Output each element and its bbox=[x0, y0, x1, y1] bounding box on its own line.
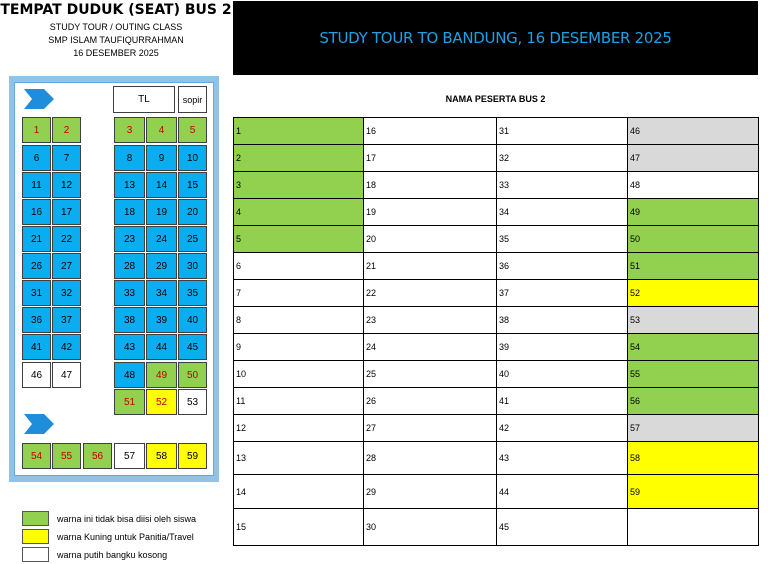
table-cell[interactable]: 15 bbox=[234, 509, 364, 546]
participant-table-title: NAMA PESERTA BUS 2 bbox=[445, 94, 546, 104]
seat-2[interactable]: 2 bbox=[52, 117, 81, 143]
table-cell[interactable]: 41 bbox=[497, 388, 628, 415]
table-row bbox=[234, 253, 759, 280]
table-cell[interactable]: 38 bbox=[497, 307, 628, 334]
table-cell[interactable]: 8 bbox=[234, 307, 364, 334]
table-row bbox=[234, 307, 759, 334]
table-row bbox=[234, 199, 759, 226]
table-cell[interactable]: 18 bbox=[364, 172, 497, 199]
seat-16[interactable]: 16 bbox=[22, 199, 51, 225]
seat-31[interactable]: 31 bbox=[22, 280, 51, 306]
table-cell[interactable]: 4 bbox=[234, 199, 364, 226]
seat-30[interactable]: 30 bbox=[178, 253, 207, 279]
seat-23[interactable]: 23 bbox=[114, 226, 145, 252]
seat-24[interactable]: 24 bbox=[146, 226, 177, 252]
seat-10[interactable]: 10 bbox=[178, 145, 207, 171]
seat-43[interactable]: 43 bbox=[114, 334, 145, 360]
table-cell[interactable]: 40 bbox=[497, 361, 628, 388]
table-row bbox=[234, 442, 759, 475]
seat-21[interactable]: 21 bbox=[22, 226, 51, 252]
table-cell[interactable]: 52 bbox=[628, 280, 759, 307]
participant-table bbox=[233, 117, 759, 546]
table-row bbox=[234, 334, 759, 361]
seat-33[interactable]: 33 bbox=[114, 280, 145, 306]
front-arrow-icon bbox=[24, 89, 54, 109]
table-row bbox=[234, 388, 759, 415]
seat-36[interactable]: 36 bbox=[22, 307, 51, 333]
seat-7[interactable]: 7 bbox=[52, 145, 81, 171]
table-cell[interactable]: 58 bbox=[628, 442, 759, 475]
table-row bbox=[234, 475, 759, 509]
seat-38[interactable]: 38 bbox=[114, 307, 145, 333]
seat-34[interactable]: 34 bbox=[146, 280, 177, 306]
table-cell[interactable]: 29 bbox=[364, 475, 497, 509]
table-cell[interactable]: 2 bbox=[234, 145, 364, 172]
table-cell[interactable]: 35 bbox=[497, 226, 628, 253]
seat-44[interactable]: 44 bbox=[146, 334, 177, 360]
table-cell[interactable]: 39 bbox=[497, 334, 628, 361]
table-cell[interactable]: 14 bbox=[234, 475, 364, 509]
table-cell[interactable]: 9 bbox=[234, 334, 364, 361]
table-cell[interactable]: 55 bbox=[628, 361, 759, 388]
seat-15[interactable]: 15 bbox=[178, 172, 207, 198]
table-cell[interactable]: 46 bbox=[628, 118, 759, 145]
seat-11[interactable]: 11 bbox=[22, 172, 51, 198]
table-row bbox=[234, 509, 759, 546]
seat-54[interactable]: 54 bbox=[22, 443, 51, 469]
table-cell[interactable]: 47 bbox=[628, 145, 759, 172]
seat-29[interactable]: 29 bbox=[146, 253, 177, 279]
table-cell[interactable]: 26 bbox=[364, 388, 497, 415]
seat-52[interactable]: 52 bbox=[146, 389, 177, 415]
seat-35[interactable]: 35 bbox=[178, 280, 207, 306]
table-cell[interactable]: 50 bbox=[628, 226, 759, 253]
seat-40[interactable]: 40 bbox=[178, 307, 207, 333]
seat-51[interactable]: 51 bbox=[114, 389, 145, 415]
table-row bbox=[234, 280, 759, 307]
table-cell[interactable]: 51 bbox=[628, 253, 759, 280]
seat-37[interactable]: 37 bbox=[52, 307, 81, 333]
legend-yellow-swatch bbox=[22, 529, 49, 544]
seat-41[interactable]: 41 bbox=[22, 334, 51, 360]
table-row bbox=[234, 361, 759, 388]
seat-28[interactable]: 28 bbox=[114, 253, 145, 279]
table-cell[interactable]: 19 bbox=[364, 199, 497, 226]
seat-47[interactable]: 47 bbox=[52, 362, 81, 388]
table-cell[interactable]: 36 bbox=[497, 253, 628, 280]
seat-50[interactable]: 50 bbox=[178, 362, 207, 388]
banner bbox=[233, 1, 758, 75]
page-title: TEMPAT DUDUK (SEAT) BUS 2 bbox=[0, 2, 232, 18]
table-cell[interactable]: 34 bbox=[497, 199, 628, 226]
table-cell[interactable]: 10 bbox=[234, 361, 364, 388]
subtitle-date: 16 DESEMBER 2025 bbox=[73, 48, 159, 58]
seat-19[interactable]: 19 bbox=[146, 199, 177, 225]
seat-32[interactable]: 32 bbox=[52, 280, 81, 306]
table-cell[interactable]: 21 bbox=[364, 253, 497, 280]
table-cell[interactable]: 37 bbox=[497, 280, 628, 307]
seat-17[interactable]: 17 bbox=[52, 199, 81, 225]
table-cell[interactable]: 30 bbox=[364, 509, 497, 546]
seat-12[interactable]: 12 bbox=[52, 172, 81, 198]
table-cell[interactable]: 48 bbox=[628, 172, 759, 199]
seat-25[interactable]: 25 bbox=[178, 226, 207, 252]
seat-59[interactable]: 59 bbox=[178, 443, 207, 469]
seat-39[interactable]: 39 bbox=[146, 307, 177, 333]
legend-green-text: warna ini tidak bisa diisi oleh siswa bbox=[57, 514, 197, 524]
table-cell[interactable]: 12 bbox=[234, 415, 364, 442]
table-row bbox=[234, 172, 759, 199]
table-row bbox=[234, 145, 759, 172]
table-cell[interactable]: 25 bbox=[364, 361, 497, 388]
legend-green-swatch bbox=[22, 511, 49, 526]
table-cell[interactable]: 56 bbox=[628, 388, 759, 415]
seat-55[interactable]: 55 bbox=[52, 443, 81, 469]
subtitle-school: SMP ISLAM TAUFIQURRAHMAN bbox=[48, 35, 184, 45]
seat-48[interactable]: 48 bbox=[114, 362, 145, 388]
table-cell[interactable]: 59 bbox=[628, 475, 759, 509]
seat-18[interactable]: 18 bbox=[114, 199, 145, 225]
subtitle-event: STUDY TOUR / OUTING CLASS bbox=[49, 22, 183, 32]
seat-3[interactable]: 3 bbox=[114, 117, 145, 143]
table-row bbox=[234, 226, 759, 253]
table-cell[interactable]: 57 bbox=[628, 415, 759, 442]
table-cell[interactable]: 44 bbox=[497, 475, 628, 509]
seat-58[interactable]: 58 bbox=[146, 443, 177, 469]
seat-27[interactable]: 27 bbox=[52, 253, 81, 279]
table-cell[interactable]: 16 bbox=[364, 118, 497, 145]
table-cell[interactable] bbox=[628, 509, 759, 546]
seat-49[interactable]: 49 bbox=[146, 362, 177, 388]
legend-white-text: warna putih bangku kosong bbox=[57, 550, 168, 560]
table-cell[interactable]: 43 bbox=[497, 442, 628, 475]
seat-4[interactable]: 4 bbox=[146, 117, 177, 143]
seat-53[interactable]: 53 bbox=[178, 389, 207, 415]
driver-seat[interactable]: sopir bbox=[178, 86, 207, 113]
seat-46[interactable]: 46 bbox=[22, 362, 51, 388]
table-cell[interactable]: 54 bbox=[628, 334, 759, 361]
table-cell[interactable]: 23 bbox=[364, 307, 497, 334]
seat-6[interactable]: 6 bbox=[22, 145, 51, 171]
seat-13[interactable]: 13 bbox=[114, 172, 145, 198]
seat-57[interactable]: 57 bbox=[114, 443, 145, 469]
table-cell[interactable]: 28 bbox=[364, 442, 497, 475]
table-cell[interactable]: 27 bbox=[364, 415, 497, 442]
seat-45[interactable]: 45 bbox=[178, 334, 207, 360]
seat-9[interactable]: 9 bbox=[146, 145, 177, 171]
seat-56[interactable]: 56 bbox=[83, 443, 112, 469]
table-cell[interactable]: 7 bbox=[234, 280, 364, 307]
table-cell[interactable]: 17 bbox=[364, 145, 497, 172]
tour-leader-seat[interactable]: TL bbox=[113, 86, 175, 113]
seat-20[interactable]: 20 bbox=[178, 199, 207, 225]
table-cell[interactable]: 6 bbox=[234, 253, 364, 280]
table-row bbox=[234, 118, 759, 145]
seat-42[interactable]: 42 bbox=[52, 334, 81, 360]
table-cell[interactable]: 53 bbox=[628, 307, 759, 334]
table-cell[interactable]: 45 bbox=[497, 509, 628, 546]
banner-text: STUDY TOUR TO BANDUNG, 16 DESEMBER 2025 bbox=[319, 29, 672, 47]
table-cell[interactable]: 20 bbox=[364, 226, 497, 253]
table-cell[interactable]: 1 bbox=[234, 118, 364, 145]
seat-22[interactable]: 22 bbox=[52, 226, 81, 252]
seat-1[interactable]: 1 bbox=[22, 117, 51, 143]
table-cell[interactable]: 13 bbox=[234, 442, 364, 475]
table-cell[interactable]: 5 bbox=[234, 226, 364, 253]
legend-yellow-text: warna Kuning untuk Panitia/Travel bbox=[57, 532, 194, 542]
seat-5[interactable]: 5 bbox=[178, 117, 207, 143]
table-cell[interactable]: 31 bbox=[497, 118, 628, 145]
table-cell[interactable]: 24 bbox=[364, 334, 497, 361]
seat-8[interactable]: 8 bbox=[114, 145, 145, 171]
table-cell[interactable]: 3 bbox=[234, 172, 364, 199]
table-cell[interactable]: 33 bbox=[497, 172, 628, 199]
table-cell[interactable]: 11 bbox=[234, 388, 364, 415]
seat-14[interactable]: 14 bbox=[146, 172, 177, 198]
table-cell[interactable]: 22 bbox=[364, 280, 497, 307]
legend-white-swatch bbox=[22, 547, 49, 562]
rear-arrow-icon bbox=[24, 414, 54, 434]
table-row bbox=[234, 415, 759, 442]
table-cell[interactable]: 32 bbox=[497, 145, 628, 172]
table-cell[interactable]: 42 bbox=[497, 415, 628, 442]
table-cell[interactable]: 49 bbox=[628, 199, 759, 226]
seat-26[interactable]: 26 bbox=[22, 253, 51, 279]
